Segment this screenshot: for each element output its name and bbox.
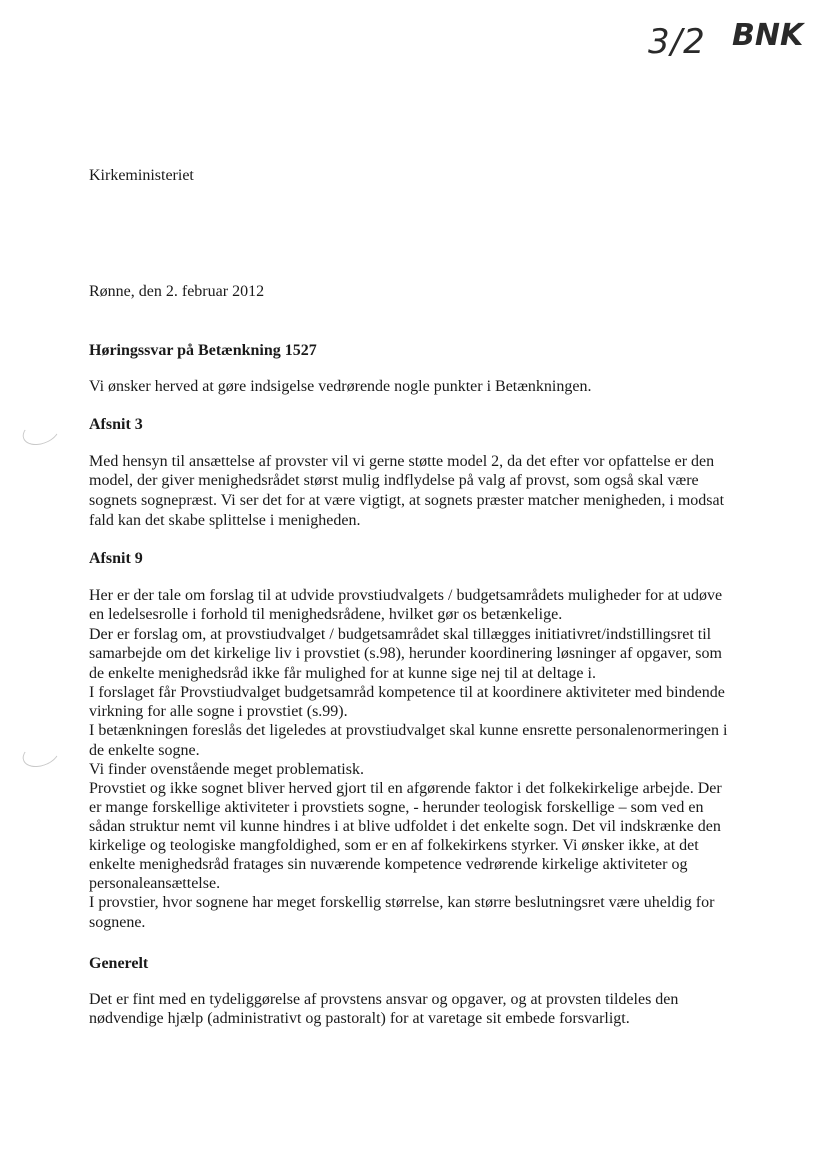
section-heading-afsnit-3: Afsnit 3 [89, 416, 143, 433]
section-heading-generelt: Generelt [89, 955, 149, 972]
general-line: nødvendige hjælp (administrativt og pastoralt) for at varetage sit embede forsvarligt. [89, 1010, 630, 1027]
section9-line: kirkelige og teologiske mangfoldighed, som er en af folkekirkens styrker. Vi ønsker ikke, at det [89, 837, 699, 854]
section3-line: sognets sognepræst. Vi ser det for at være vigtigt, at sognets præster matcher menigheden, i modsat [89, 492, 725, 509]
section9-line: samarbejde om det kirkelige liv i provstiet (s.98), herunder koordinering løsninger af opgaver, som [89, 645, 722, 662]
section9-line: Vi finder ovenstående meget problematisk. [89, 761, 364, 778]
section-heading-afsnit-9: Afsnit 9 [89, 550, 143, 567]
section9-line: de enkelte menighedsråd ikke får mulighed for at kunne sige nej til at deltage i. [89, 665, 596, 682]
section9-line: er mange forskellige aktiviteter i provstiets sogne, - herunder teologisk forskellige – som ved en [89, 799, 704, 816]
date-line: Rønne, den 2. februar 2012 [89, 283, 265, 300]
section9-line: I provstier, hvor sognene har meget forskellig størrelse, kan større beslutningsret være uheldig for [89, 894, 715, 911]
section9-line: sognene. [89, 914, 146, 931]
recipient: Kirkeministeriet [89, 167, 194, 184]
punch-hole-mark [19, 736, 63, 772]
section9-line: virkning for alle sogne i provstiet (s.99). [89, 703, 348, 720]
handwritten-page-number: 3/2 [648, 22, 706, 62]
section9-line: enkelte menighedsråd fratages sin nuværende kompetence vedrørende kirkelige aktiviteter og [89, 856, 688, 873]
handwritten-initials: BNK [732, 18, 804, 53]
section3-line: fald kan det skabe splittelse i menigheden. [89, 512, 361, 529]
section9-line: de enkelte sogne. [89, 742, 200, 759]
section9-line: sådan struktur nemt vil kunne hindres i at blive udfoldet i det enkelte sogn. Det vil indskrænke den [89, 818, 721, 835]
section9-line: Her er der tale om forslag til at udvide provstiudvalgets / budgetsamrådets muligheder for at udøve [89, 587, 723, 604]
intro-paragraph: Vi ønsker herved at gøre indsigelse vedrørende nogle punkter i Betænkningen. [89, 378, 592, 395]
section9-line: Provstiet og ikke sognet bliver herved gjort til en afgørende faktor i det folkekirkelige arbejde. Der [89, 780, 722, 797]
section9-line: I betænkningen foreslås det ligeledes at provstiudvalget skal kunne ensrette personalenormeringen i [89, 722, 728, 739]
section3-line: Med hensyn til ansættelse af provster vil vi gerne støtte model 2, da det efter vor opfattelse er den [89, 453, 715, 470]
document-title: Høringssvar på Betænkning 1527 [89, 342, 317, 359]
section9-line: personaleansættelse. [89, 875, 221, 892]
punch-hole-mark [19, 414, 63, 450]
section3-line: model, der giver menighedsrådet størst mulig indflydelse på valg af provst, som også skal være [89, 472, 699, 489]
section9-line: Der er forslag om, at provstiudvalget / budgetsamrådet skal tillægges initiativret/indstillingsret til [89, 626, 712, 643]
general-line: Det er fint med en tydeliggørelse af provstens ansvar og opgaver, og at provsten tildeles den [89, 991, 679, 1008]
section9-line: en ledelsesrolle i forhold til menighedsrådene, hvilket gør os betænkelige. [89, 606, 563, 623]
section9-line: I forslaget får Provstiudvalget budgetsamråd kompetence til at koordinere aktiviteter med bindende [89, 684, 725, 701]
